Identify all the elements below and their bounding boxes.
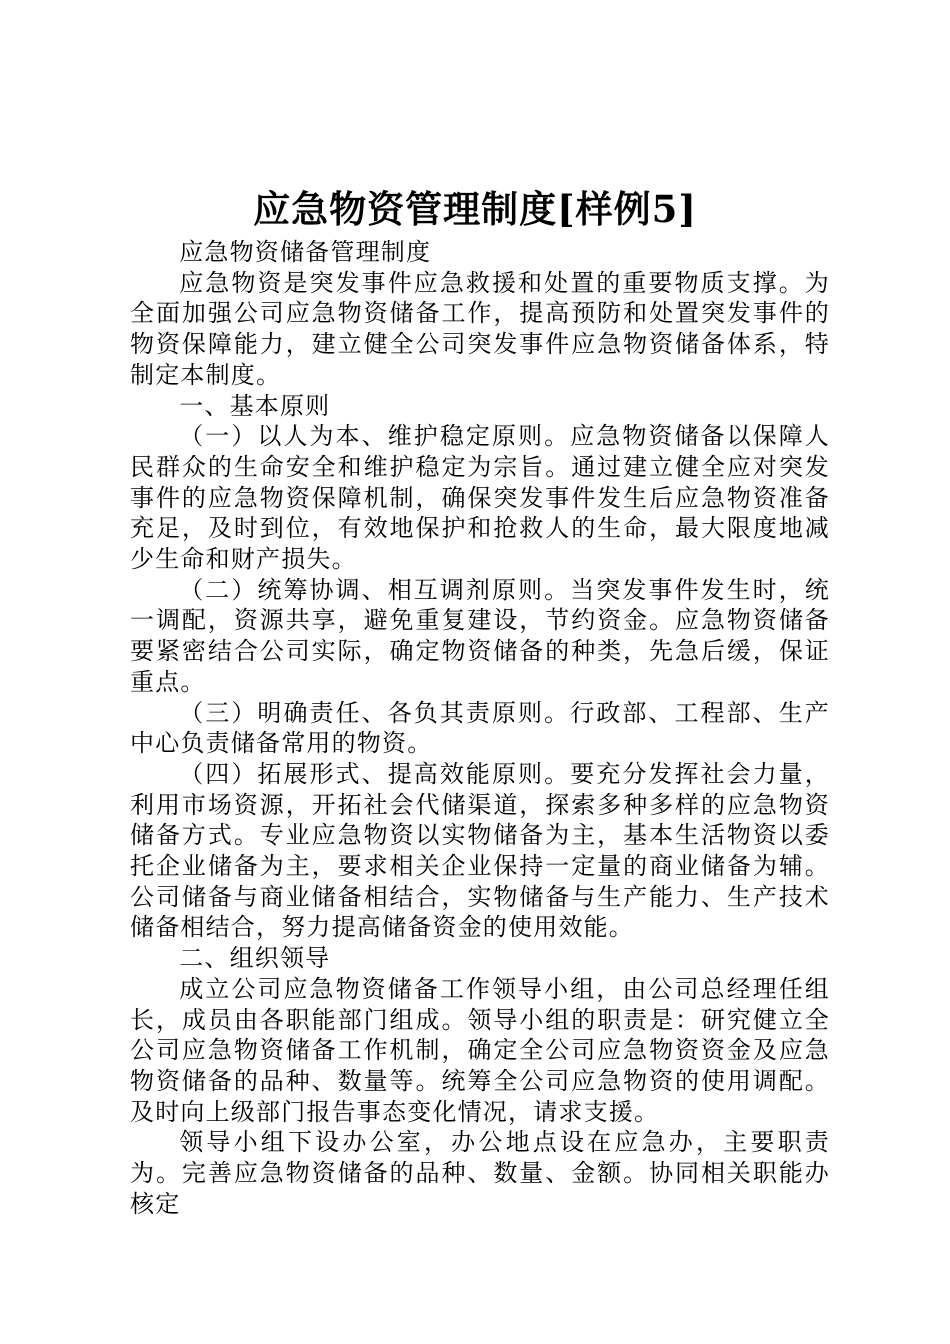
document-title: 应急物资管理制度[样例5] (253, 187, 697, 231)
paragraph-principle-4: （四）拓展形式、提高效能原则。要充分发挥社会力量，利用市场资源，开拓社会代储渠道，探索多种多样的应急物资储备方式。专业应急物资以实物储备为主，基本生活物资以委托企业储备为主，要求相关企业保持一定量的商业储备为辅。公司储备与商业储备相结合，实物储备与生产能力、生产技术储备相结合，努力提高储备资金的使用效能。 (130, 759, 830, 942)
paragraph-leadership-group: 成立公司应急物资储备工作领导小组，由公司总经理任组长，成员由各职能部门组成。领导小组的职责是：研究健立全公司应急物资储备工作机制，确定全公司应急物资资金及应急物资储备的品种、数量等。统筹全公司应急物资的使用调配。及时向上级部门报告事态变化情况，请求支援。 (130, 974, 830, 1126)
section-subtitle: 应急物资储备管理制度 (179, 238, 432, 266)
paragraph-principle-3: （三）明确责任、各负其责原则。行政部、工程部、生产中心负责储备常用的物资。 (130, 698, 830, 758)
paragraph-principle-2: （二）统筹协调、相互调剂原则。当突发事件发生时，统一调配，资源共享，避免重复建设，节约资金。应急物资储备要紧密结合公司实际，确定物资储备的种类，先急后缓，保证重点。 (130, 575, 830, 696)
heading-basic-principles: 一、基本原则 (179, 391, 331, 420)
heading-organization: 二、组织领导 (179, 944, 331, 973)
paragraph-intro: 应急物资是突发事件应急救援和处置的重要物质支撑。为全面加强公司应急物资储备工作，提高预防和处置突发事件的物资保障能力，建立健全公司突发事件应急物资储备体系，特制定本制度。 (130, 268, 830, 389)
paragraph-office: 领导小组下设办公室，办公地点设在应急办，主要职责为。完善应急物资储备的品种、数量、金额。协同相关职能办核定 (130, 1128, 830, 1218)
document-body (130, 237, 830, 1220)
paragraph-principle-1: （一）以人为本、维护稳定原则。应急物资储备以保障人民群众的生命安全和维护稳定为宗旨。通过建立健全应对突发事件的应急物资保障机制，确保突发事件发生后应急物资准备充足，及时到位，有效地保护和抢救人的生命，最大限度地减少生命和财产损失。 (130, 422, 830, 574)
